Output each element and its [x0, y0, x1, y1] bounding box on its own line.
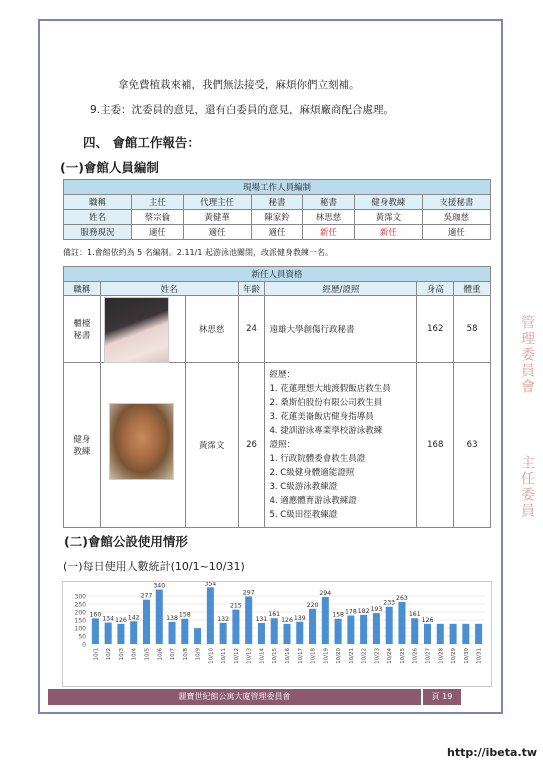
x-tick-label: 10/17 — [297, 648, 304, 664]
bar — [373, 613, 380, 644]
role-line: 教練 — [73, 447, 91, 457]
newstaff-age: 26 — [238, 363, 265, 528]
newstaff-exp: 遠雄大學創傷行政秘書 — [265, 296, 417, 363]
x-tick-label: 10/29 — [451, 648, 458, 664]
y-tick-label: 150 — [74, 617, 86, 625]
data-label: 138 — [166, 614, 178, 622]
x-tick-label: 10/16 — [285, 648, 291, 664]
staff-status-cell: 新任 — [354, 225, 422, 240]
x-tick-label: 10/3 — [118, 648, 125, 661]
data-label: 142 — [127, 614, 140, 622]
staff-name-cell: 蔡宗倫 — [132, 210, 184, 225]
red-seal: 管理委員會 — [519, 315, 535, 395]
newstaff-header-cell: 身高 — [417, 282, 454, 296]
data-label: 161 — [408, 611, 421, 619]
para-line-2: 9.主委：沈委員的意見，還有白委員的意見，麻煩廠商配合處理。 — [90, 104, 395, 116]
watermark: http://ibeta.tw — [447, 746, 538, 759]
bar — [437, 624, 444, 644]
newstaff-role — [64, 296, 101, 363]
newstaff-age: 24 — [238, 296, 265, 363]
data-label: 132 — [217, 615, 230, 623]
x-tick-label: 10/25 — [399, 648, 406, 664]
role-line: 秘書 — [73, 331, 91, 341]
data-label: 220 — [306, 601, 319, 609]
chart-container — [62, 581, 492, 687]
exp-line: 1. 花蓮理想大地渡假飯店救生員 — [269, 384, 391, 394]
data-label: 139 — [293, 614, 306, 622]
staff-note: 備註：1.會館依約為 5 名編制。2.11/1 起游泳池關閉，改派健身教練一名。 — [63, 248, 333, 257]
data-label: 263 — [396, 594, 408, 602]
bar — [194, 628, 201, 644]
red-seal: 主任委員 — [519, 455, 535, 519]
role-line: 健身 — [73, 435, 91, 445]
x-tick-label: 10/20 — [336, 648, 343, 664]
staff-header-cell: 健身教練 — [354, 195, 422, 210]
para-line-1: 拿免費植栽來補，我們無法接受，麻煩你們立刻補。 — [118, 79, 360, 91]
bar — [296, 622, 303, 644]
bar — [335, 619, 342, 644]
x-tick-label: 10/7 — [170, 648, 177, 661]
y-tick-label: 200 — [74, 609, 86, 617]
x-tick-label: 10/15 — [272, 648, 279, 664]
sub-heading-usage: (二)會館公設使用情形 — [64, 534, 188, 549]
newstaff-height: 162 — [417, 296, 454, 363]
exp-line: 2. 桑斯伯股份有限公司救生員 — [269, 398, 383, 408]
staff-header-cell: 代理主任 — [183, 195, 251, 210]
newstaff-name: 林思慈 — [185, 296, 238, 363]
x-tick-label: 10/2 — [106, 648, 113, 661]
newstaff-header-cell: 年齡 — [238, 282, 265, 296]
newstaff-header-cell: 經歷/證照 — [265, 282, 417, 296]
data-label: 294 — [319, 589, 332, 597]
x-tick-label: 10/24 — [387, 648, 394, 664]
bar — [450, 624, 457, 644]
y-tick-label: 250 — [74, 601, 86, 609]
data-label: 354 — [204, 582, 217, 588]
data-label: 193 — [370, 606, 383, 614]
bar — [156, 590, 163, 644]
chart-heading: (一)每日使用人數統計(10/1~10/31) — [63, 560, 245, 573]
usage-bar-chart — [63, 582, 491, 686]
exp-line: 證照： — [269, 440, 295, 450]
x-tick-label: 10/27 — [425, 648, 432, 664]
bar — [271, 618, 278, 644]
x-tick-label: 10/22 — [361, 648, 368, 664]
x-tick-label: 10/19 — [323, 648, 330, 664]
staff-status-cell: 新任 — [303, 225, 355, 240]
staff-header-cell: 秘書 — [303, 195, 355, 210]
x-tick-label: 10/23 — [374, 648, 381, 664]
staff-status-cell: 服務現況 — [64, 225, 132, 240]
staff-name-cell: 陳家鈴 — [251, 210, 303, 225]
data-label: 126 — [281, 616, 293, 624]
exp-line: 4. 捷訓游泳專業學校游泳教練 — [269, 426, 383, 436]
footer-bar: 麗寶世紀館公寓大廈管理委員會 — [48, 689, 421, 705]
y-tick-label: 100 — [74, 625, 86, 633]
x-tick-label: 10/18 — [310, 648, 317, 664]
exp-line: 3. 花蓮美崙飯店健身指導員 — [269, 412, 374, 422]
x-tick-label: 10/4 — [131, 648, 138, 661]
newstaff-name: 黃霈文 — [185, 363, 238, 528]
newstaff-weight: 58 — [454, 296, 491, 363]
x-tick-label: 10/26 — [412, 648, 419, 664]
newstaff-header-cell: 職稱 — [64, 282, 101, 296]
staff-header-cell: 職稱 — [64, 195, 132, 210]
bar — [411, 618, 418, 644]
x-tick-label: 10/9 — [195, 648, 202, 661]
newstaff-header-cell: 體重 — [454, 282, 491, 296]
staff-status-cell: 適任 — [422, 225, 490, 240]
staff-table — [63, 179, 491, 240]
portrait-photo — [104, 297, 169, 363]
newstaff-weight: 63 — [454, 363, 491, 528]
bar — [360, 615, 367, 644]
data-label: 215 — [229, 602, 242, 610]
data-label: 131 — [255, 616, 268, 624]
data-label: 340 — [153, 582, 166, 590]
data-label: 158 — [332, 611, 345, 619]
x-tick-label: 10/21 — [348, 648, 355, 664]
newstaff-exp — [265, 363, 417, 528]
bar — [245, 596, 252, 644]
staff-table-title: 現場工作人員編制 — [64, 180, 491, 195]
newstaff-height: 168 — [417, 363, 454, 528]
page-number: 頁 19 — [421, 689, 461, 705]
bar — [169, 622, 176, 644]
x-tick-label: 10/14 — [259, 648, 266, 664]
y-tick-label: 0 — [82, 641, 86, 649]
newstaff-table-title: 新任人員資格 — [64, 267, 491, 282]
x-tick-label: 10/1 — [93, 648, 100, 661]
x-tick-label: 10/13 — [246, 648, 253, 664]
staff-status-cell: 適任 — [183, 225, 251, 240]
newstaff-header-cell: 姓名 — [100, 282, 238, 296]
bar — [386, 607, 393, 644]
staff-status-cell: 適任 — [251, 225, 303, 240]
bar — [92, 618, 99, 644]
data-label: 126 — [115, 616, 127, 624]
x-tick-label: 10/8 — [182, 648, 189, 661]
x-tick-label: 10/30 — [463, 648, 470, 664]
staff-header-cell: 主任 — [132, 195, 184, 210]
bar — [105, 623, 112, 644]
data-label: 126 — [421, 616, 434, 624]
data-label: 178 — [344, 608, 357, 616]
x-tick-label: 10/11 — [221, 648, 228, 664]
y-tick-label: 300 — [74, 593, 86, 601]
data-label: 233 — [383, 599, 396, 607]
section-heading: 四、 會館工作報告： — [83, 135, 200, 150]
staff-header-cell: 秘書 — [251, 195, 303, 210]
staff-status-cell: 適任 — [132, 225, 184, 240]
exp-line: 經歷： — [269, 370, 295, 380]
bar — [347, 616, 354, 644]
bar — [117, 624, 124, 644]
data-label: 182 — [357, 607, 370, 615]
exp-line: 5. C級田徑教練證 — [269, 510, 338, 520]
bar — [220, 623, 227, 644]
exp-line: 2. C級健身體適能證照 — [269, 468, 355, 478]
bar — [424, 624, 431, 644]
exp-line: 4. 適應體育游泳教練證 — [269, 496, 357, 506]
portrait-photo — [109, 403, 174, 480]
staff-header-cell: 支援秘書 — [422, 195, 490, 210]
bar — [309, 609, 316, 644]
data-label: 297 — [242, 589, 255, 597]
data-label: 161 — [268, 611, 281, 619]
x-tick-label: 10/12 — [233, 648, 240, 664]
bar — [143, 600, 150, 644]
data-label: 158 — [178, 611, 191, 619]
bar — [462, 624, 469, 644]
x-tick-label: 10/10 — [208, 648, 215, 664]
staff-name-cell: 姓名 — [64, 210, 132, 225]
x-tick-label: 10/28 — [438, 648, 445, 664]
staff-name-cell: 吳珈慈 — [422, 210, 490, 225]
data-label: 277 — [140, 592, 153, 600]
bar — [181, 619, 188, 644]
y-tick-label: 50 — [78, 633, 86, 641]
bar — [283, 624, 290, 644]
staff-name-cell: 黃健華 — [183, 210, 251, 225]
sub-heading-staff: (一)會館人員編制 — [60, 160, 159, 175]
data-label: 160 — [89, 611, 102, 619]
data-label: 134 — [102, 615, 115, 623]
x-tick-label: 10/31 — [476, 648, 483, 664]
bar — [232, 610, 239, 644]
exp-line: 1. 行政院體委會救生員證 — [269, 454, 366, 464]
bar — [398, 602, 405, 644]
bar — [322, 597, 329, 644]
x-tick-label: 10/5 — [144, 648, 151, 661]
bar — [130, 621, 137, 644]
bar — [258, 623, 265, 644]
staff-name-cell: 黃霈文 — [354, 210, 422, 225]
newstaff-role — [64, 363, 101, 528]
exp-line: 3. C級游泳教練證 — [269, 482, 338, 492]
staff-name-cell: 林思慈 — [303, 210, 355, 225]
x-tick-label: 10/6 — [157, 648, 164, 661]
role-line: 櫃檯 — [73, 319, 91, 329]
bar — [207, 587, 214, 644]
bar — [475, 624, 482, 644]
